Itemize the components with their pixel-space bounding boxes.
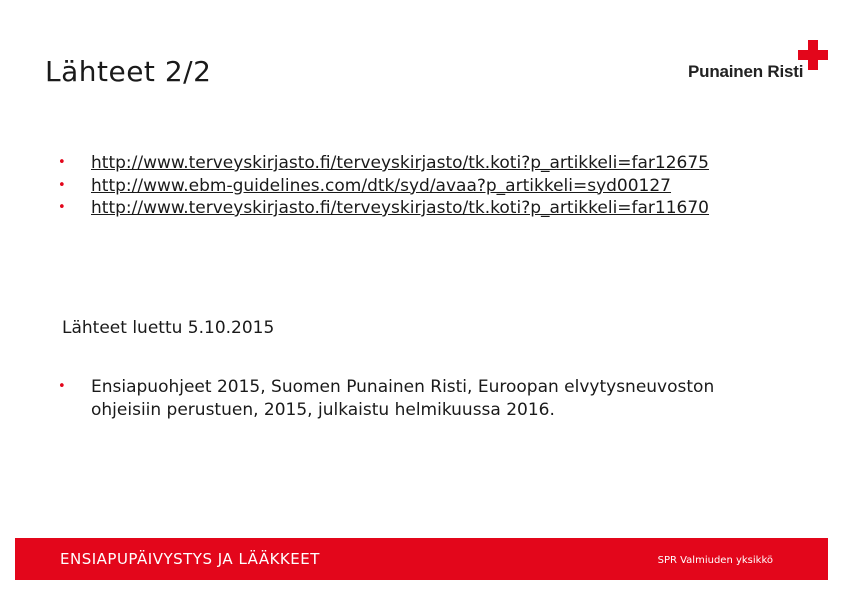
sources-read-date: Lähteet luettu 5.10.2015 xyxy=(62,318,275,338)
footer-unit: SPR Valmiuden yksikkö xyxy=(657,555,773,566)
references-list xyxy=(58,376,778,421)
punainen-risti-logo xyxy=(688,40,833,88)
list-item xyxy=(58,175,818,198)
list-item xyxy=(58,152,818,175)
bullet-icon: • xyxy=(58,177,66,193)
source-link[interactable]: http://www.terveyskirjasto.fi/terveyskirjasto/tk.koti?p_artikkeli=far11670 xyxy=(91,198,710,218)
logo-text: Punainen Risti xyxy=(688,62,804,81)
slide-title: Lähteet 2/2 xyxy=(45,55,212,88)
list-item xyxy=(58,197,818,220)
list-item xyxy=(58,376,778,421)
bullet-icon: • xyxy=(58,379,66,394)
footer-title: ENSIAPUPÄIVYSTYS JA LÄÄKKEET xyxy=(60,550,320,568)
source-link[interactable]: http://www.ebm-guidelines.com/dtk/syd/avaa?p_artikkeli=syd00127 xyxy=(91,175,672,196)
red-cross-icon xyxy=(798,40,828,70)
source-link[interactable]: http://www.terveyskirjasto.fi/terveyskirjasto/tk.koti?p_artikkeli=far12675 xyxy=(91,153,710,173)
footer-bar xyxy=(15,538,828,580)
source-links-list xyxy=(58,152,818,220)
reference-text: Ensiapuohjeet 2015, Suomen Punainen Risti, Euroopan elvytysneuvoston ohjeisiin perustuen, 2015, julkaistu helmikuussa 2016. xyxy=(91,377,715,420)
bullet-icon: • xyxy=(58,200,66,215)
bullet-icon: • xyxy=(58,155,66,170)
